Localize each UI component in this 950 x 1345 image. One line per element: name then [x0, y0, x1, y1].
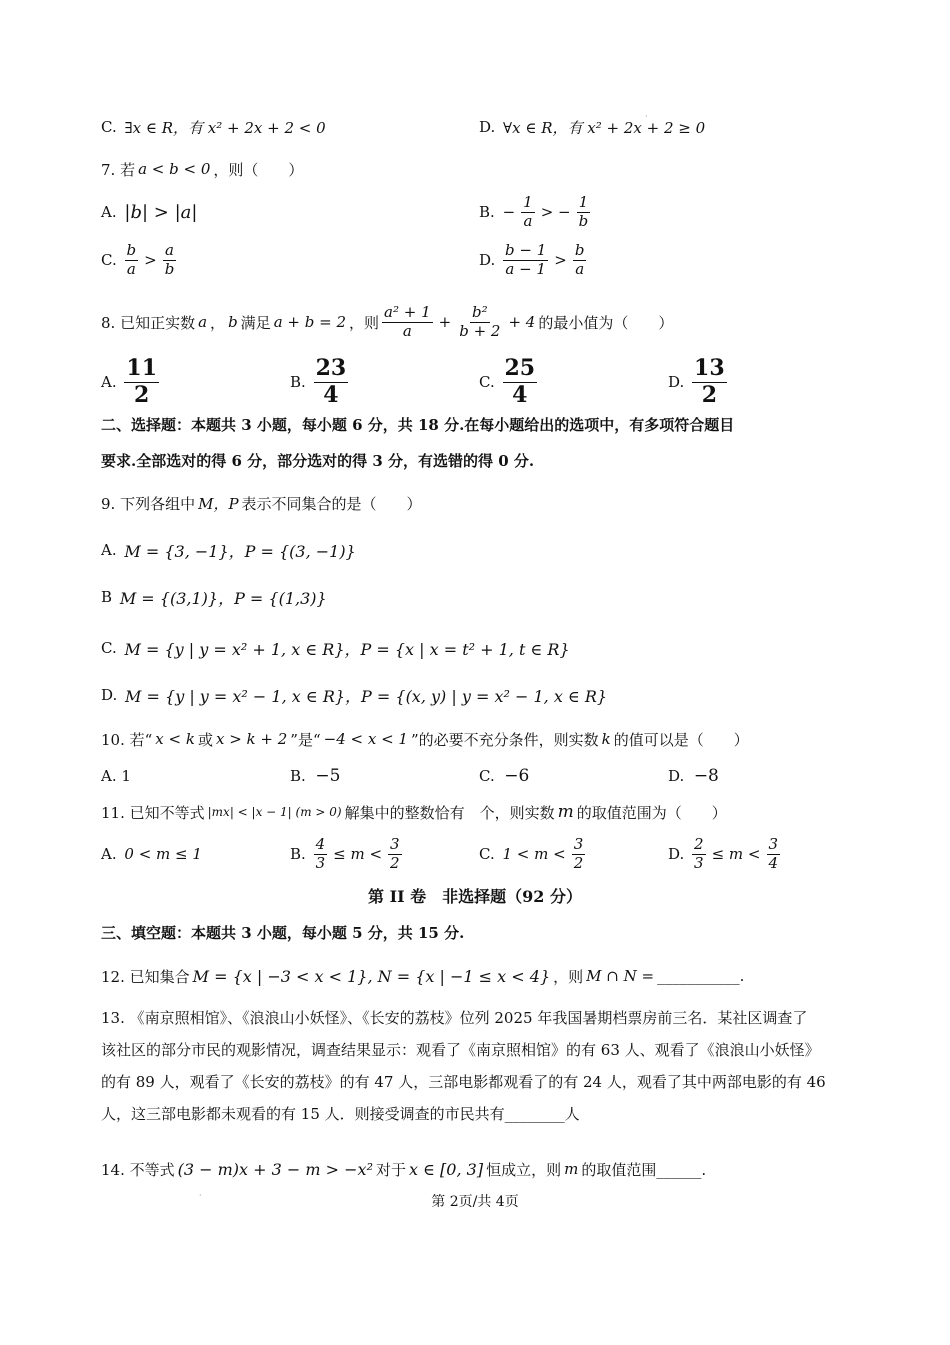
- q11-option-d: D. $\frac{2}{3}$ ≤ m < $\frac{3}{4}$: [668, 835, 779, 872]
- fraction: $\frac{25}{4}$: [504, 355, 536, 408]
- q9-stem: 9. 下列各组中 M，P 表示不同集合的是（ ）: [101, 494, 422, 513]
- q6-option-c: C. ∃x ∈ R，有 x² + 2x + 2 < 0: [101, 118, 326, 137]
- q8-stem: 8. 已知正实数 a ， b 满足 a + b = 2 ，则 $\frac{\text{a² + 1}}{a}$ + $\frac{\text{b²}}{b + 2}$ + 4 的最小值为（ ）: [101, 303, 674, 340]
- q8-option-b: B. $\frac{23}{4}$: [290, 355, 347, 408]
- q10-options: [0, 756, 950, 796]
- q7-option-a: A. |b| > |a|: [101, 201, 198, 223]
- stray-dot: ·: [199, 1191, 202, 1200]
- q11-option-b: B. $\frac{4}{3}$ ≤ m < $\frac{3}{2}$: [290, 835, 400, 872]
- q10-option-d: D. −8: [668, 766, 719, 786]
- fraction: $\frac{b}{a}$: [574, 241, 585, 278]
- q8-option-d: D. $\frac{13}{2}$: [668, 355, 725, 408]
- q14-stem: 14. 不等式 (3 − m)x + 3 − m > −x² 对于 x ∈ [0, 3] 恒成立，则 m 的取值范围______.: [101, 1159, 707, 1179]
- fraction: $\frac{4}{3}$: [315, 835, 326, 872]
- q10-option-a: A. 1: [101, 767, 131, 785]
- q10-option-c: C. −6: [479, 766, 530, 786]
- q8-option-a: A. $\frac{11}{2}$: [101, 355, 158, 408]
- q9-option-b: B M = {(3,1)}，P = {(1,3)}: [101, 588, 327, 608]
- part2-title: 第 II 卷 非选择题（92 分）: [368, 887, 582, 906]
- fraction: $\frac{11}{2}$: [126, 355, 158, 408]
- section2-heading-line2: 要求.全部选对的得 6 分，部分选对的得 3 分，有选错的得 0 分.: [101, 451, 535, 470]
- fraction: $\frac{23}{4}$: [315, 355, 347, 408]
- q7-options-cd: [0, 238, 950, 282]
- q9-option-a: A. M = {3, −1}，P = {(3, −1)}: [101, 541, 356, 561]
- fraction: $\frac{3}{2}$: [573, 835, 584, 872]
- q10-option-b: B. −5: [290, 766, 341, 786]
- q9-option-d: D. M = {y | y = x² − 1, x ∈ R}，P = {(x, y) | y = x² − 1, x ∈ R}: [101, 686, 608, 706]
- q10-stem: 10. 若“ x < k 或 x > k + 2 ”是“ −4 < x < 1 ”的必要不充分条件，则实数 k 的值可以是（ ）: [101, 730, 749, 749]
- section3-heading: 三、填空题：本题共 3 小题，每小题 5 分，共 15 分.: [101, 923, 465, 942]
- fraction: $\frac{2}{3}$: [694, 835, 704, 872]
- fraction: $\frac{a}{b}$: [164, 241, 175, 278]
- q11-option-a: A. 0 < m ≤ 1: [101, 845, 202, 863]
- answer-blank: ___________.: [657, 967, 745, 985]
- q12-stem: 12. 已知集合 M = {x | −3 < x < 1}, N = {x | −1 ≤ x < 4} ，则 M ∩ N = ___________.: [101, 966, 745, 986]
- q8-option-c: C. $\frac{25}{4}$: [479, 355, 536, 408]
- fraction: $\frac{3}{2}$: [390, 835, 400, 872]
- fraction: $\frac{1}{a}$: [523, 193, 533, 230]
- q7-option-d: D. $\frac{b - 1}{a - 1}$ > $\frac{b}{a}$: [479, 241, 585, 278]
- q7-stem: 7. 若 a < b < 0 ，则（ ）: [101, 160, 304, 179]
- q11-option-c: C. 1 < m < $\frac{3}{2}$: [479, 835, 584, 872]
- fraction: $\frac{1}{b}$: [578, 193, 589, 230]
- q8-options: [0, 355, 950, 408]
- fraction: $\frac{13}{2}$: [694, 355, 725, 408]
- q7-options-ab: [0, 190, 950, 234]
- q6-options-row: [0, 107, 950, 147]
- q6-option-d: D. ∀x ∈ R，有 x² + 2x + 2 ≥ 0: [479, 118, 706, 137]
- q9-option-c: C. M = {y | y = x² + 1, x ∈ R}，P = {x | x = t² + 1, t ∈ R}: [101, 639, 570, 659]
- fraction: $\frac{b}{a}$: [126, 241, 137, 278]
- section2-heading-line1: 二、选择题：本题共 3 小题，每小题 6 分，共 18 分.在每小题给出的选项中，有多项符合题目: [101, 415, 735, 434]
- q11-options: [0, 830, 950, 878]
- q11-stem: 11. 已知不等式 |mx| < |x − 1| (m > 0) 解集中的整数恰有 个，则实数 m 的取值范围为（ ）: [101, 802, 727, 822]
- page-footer: 第 2页/共 4页: [431, 1194, 519, 1210]
- stray-dot: ·: [645, 112, 648, 121]
- fraction: $\frac{b - 1}{a - 1}$: [505, 241, 547, 278]
- q7-option-c: C. $\frac{b}{a}$ > $\frac{a}{b}$: [101, 241, 175, 278]
- q13-paragraph: 13. 《南京照相馆》、《浪浪山小妖怪》、《长安的荔枝》位列 2025 年我国暑期档票房前三名．某社区调查了 该社区的部分市民的观影情况，调查结果显示：观看了《南京照相馆》的有 63 人、观看了《浪浪山小妖怪》 的有 89 人，观看了《长安的荔枝》的有 47 人，三部电影都观看了的有 24 人，观看了其中两部电影的有 46 人，这三部电影都未观看的有 15 人．则接受调查的市民共有________人: [101, 1009, 826, 1123]
- q7-option-b: B. − $\frac{1}{a}$ > − $\frac{1}{b}$: [479, 193, 589, 230]
- fraction: $\frac{3}{4}$: [768, 835, 779, 872]
- fraction: $\frac{\text{a² + 1}}{a}$: [384, 303, 431, 340]
- fraction: $\frac{\text{b²}}{b + 2}$: [459, 303, 501, 340]
